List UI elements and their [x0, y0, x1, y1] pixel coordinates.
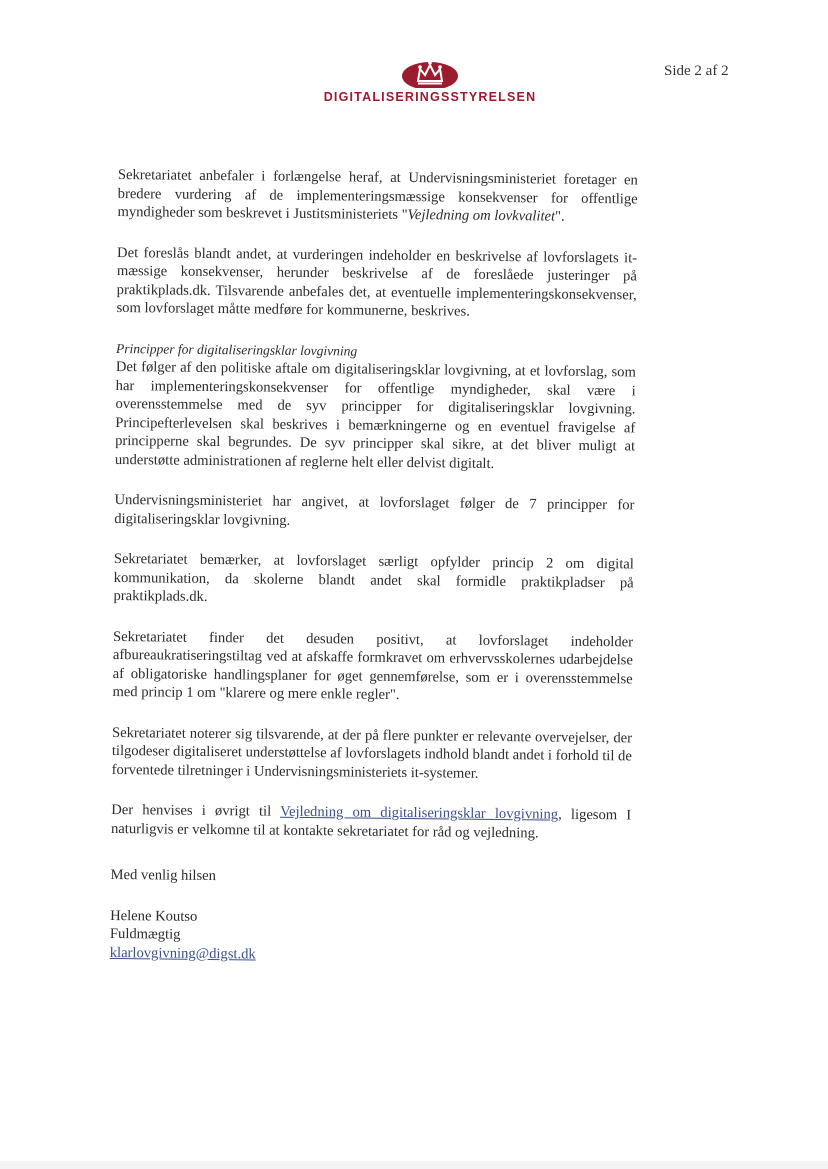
paragraph-assessment: Det foreslås blandt andet, at vurderingen indeholder en beskrivelse af lovforslagets it-mæssige konsekvenser, herunder beskrivelse af de foreslåede justeringer på praktikplads.dk. Tilsvarende anbefales det, at eventuelle implementeringskonsekvenser, som lovforslaget måtte medføre for kommunerne, beskrives. [116, 244, 638, 320]
paragraph-text: ". [555, 208, 565, 225]
section-heading: Principper for digitaliseringsklar lovgivning [116, 340, 358, 359]
paragraph-ministry-statement: Undervisningsministeriet har angivet, at lovforslaget følger de 7 principper for digitaliseringsklar lovgivning. [114, 491, 635, 529]
closing-greeting: Med venlig hilsen [110, 866, 217, 885]
paragraph-it-systems: Sekretariatet noterer sig tilsvarende, at der på flere punkter er relevante overvejelser, der tilgodeser digitaliseret understøttelse af lovforslagets indhold blandt andet i forhold til de forventede tilretninger i Undervisningsministeriets it-systemer. [111, 724, 633, 782]
signature-block [110, 906, 631, 967]
document-title-italic: Vejledning om lovkvalitet [407, 207, 556, 225]
paragraph-text: , ligesom I naturligvis er velkomne til at kontakte sekretariatet for råd og vejledning. [110, 806, 632, 841]
logo [310, 54, 550, 104]
paragraph-text: Sekretariatet anbefaler i forlængelse heraf, at Undervisningsministeriet foretager en bredere vurdering af de implementeringsmæssige konsekvenser for offentlige myndigheder som beskrevet i Justitsministeriets " [117, 166, 638, 224]
logo-text: DIGITALISERINGSSTYRELSEN [323, 90, 537, 104]
letter-body [110, 166, 638, 967]
page-number: Side 2 af 2 [664, 63, 729, 79]
signature-email-link[interactable]: klarlovgivning@digst.dk [109, 944, 256, 962]
scan-edge [0, 1161, 828, 1169]
paragraph-principles: Det følger af den politiske aftale om digitaliseringsklar lovgivning, at et lovforslag, som har implementeringskonsekvenser for offentlige myndigheder, skal være i overensstemmelse med de syv principper for digitaliseringsklar lovgivning. Principefterlevelsen skal beskrives i bemærkningerne og en eventuel fravigelse af principperne skal begrundes. De syv principper skal sikre, at det bliver muligt at understøtte administrationen af reglerne helt eller delvist digitalt. [114, 358, 636, 472]
signature-title: Fuldmægtig [109, 925, 181, 943]
crown-icon [401, 54, 459, 88]
paragraph-recommendation [117, 166, 638, 227]
paragraph-principle-2: Sekretariatet bemærker, at lovforslaget særligt opfylder princip 2 om digital kommunikation, da skolerne blandt andet skal formidle praktikpladser på praktikplads.dk. [113, 550, 634, 605]
paragraph-reference [111, 801, 631, 843]
guide-link[interactable]: Vejledning om digitaliseringsklar lovgivning [280, 803, 559, 823]
signature-name: Helene Koutso [110, 907, 198, 925]
paragraph-text: Der henvises i øvrigt til [111, 801, 281, 820]
paragraph-principle-1: Sekretariatet finder det desuden positivt, at lovforslaget indeholder afbureaukratiseringstiltag ved at afskaffe formkravet om erhvervsskolernes udarbejdelse af obligatoriske handlingsplaner for øget gennemførelse, som er i overensstemmelse med princip 1 om "klarere og mere enkle regler". [112, 628, 634, 703]
